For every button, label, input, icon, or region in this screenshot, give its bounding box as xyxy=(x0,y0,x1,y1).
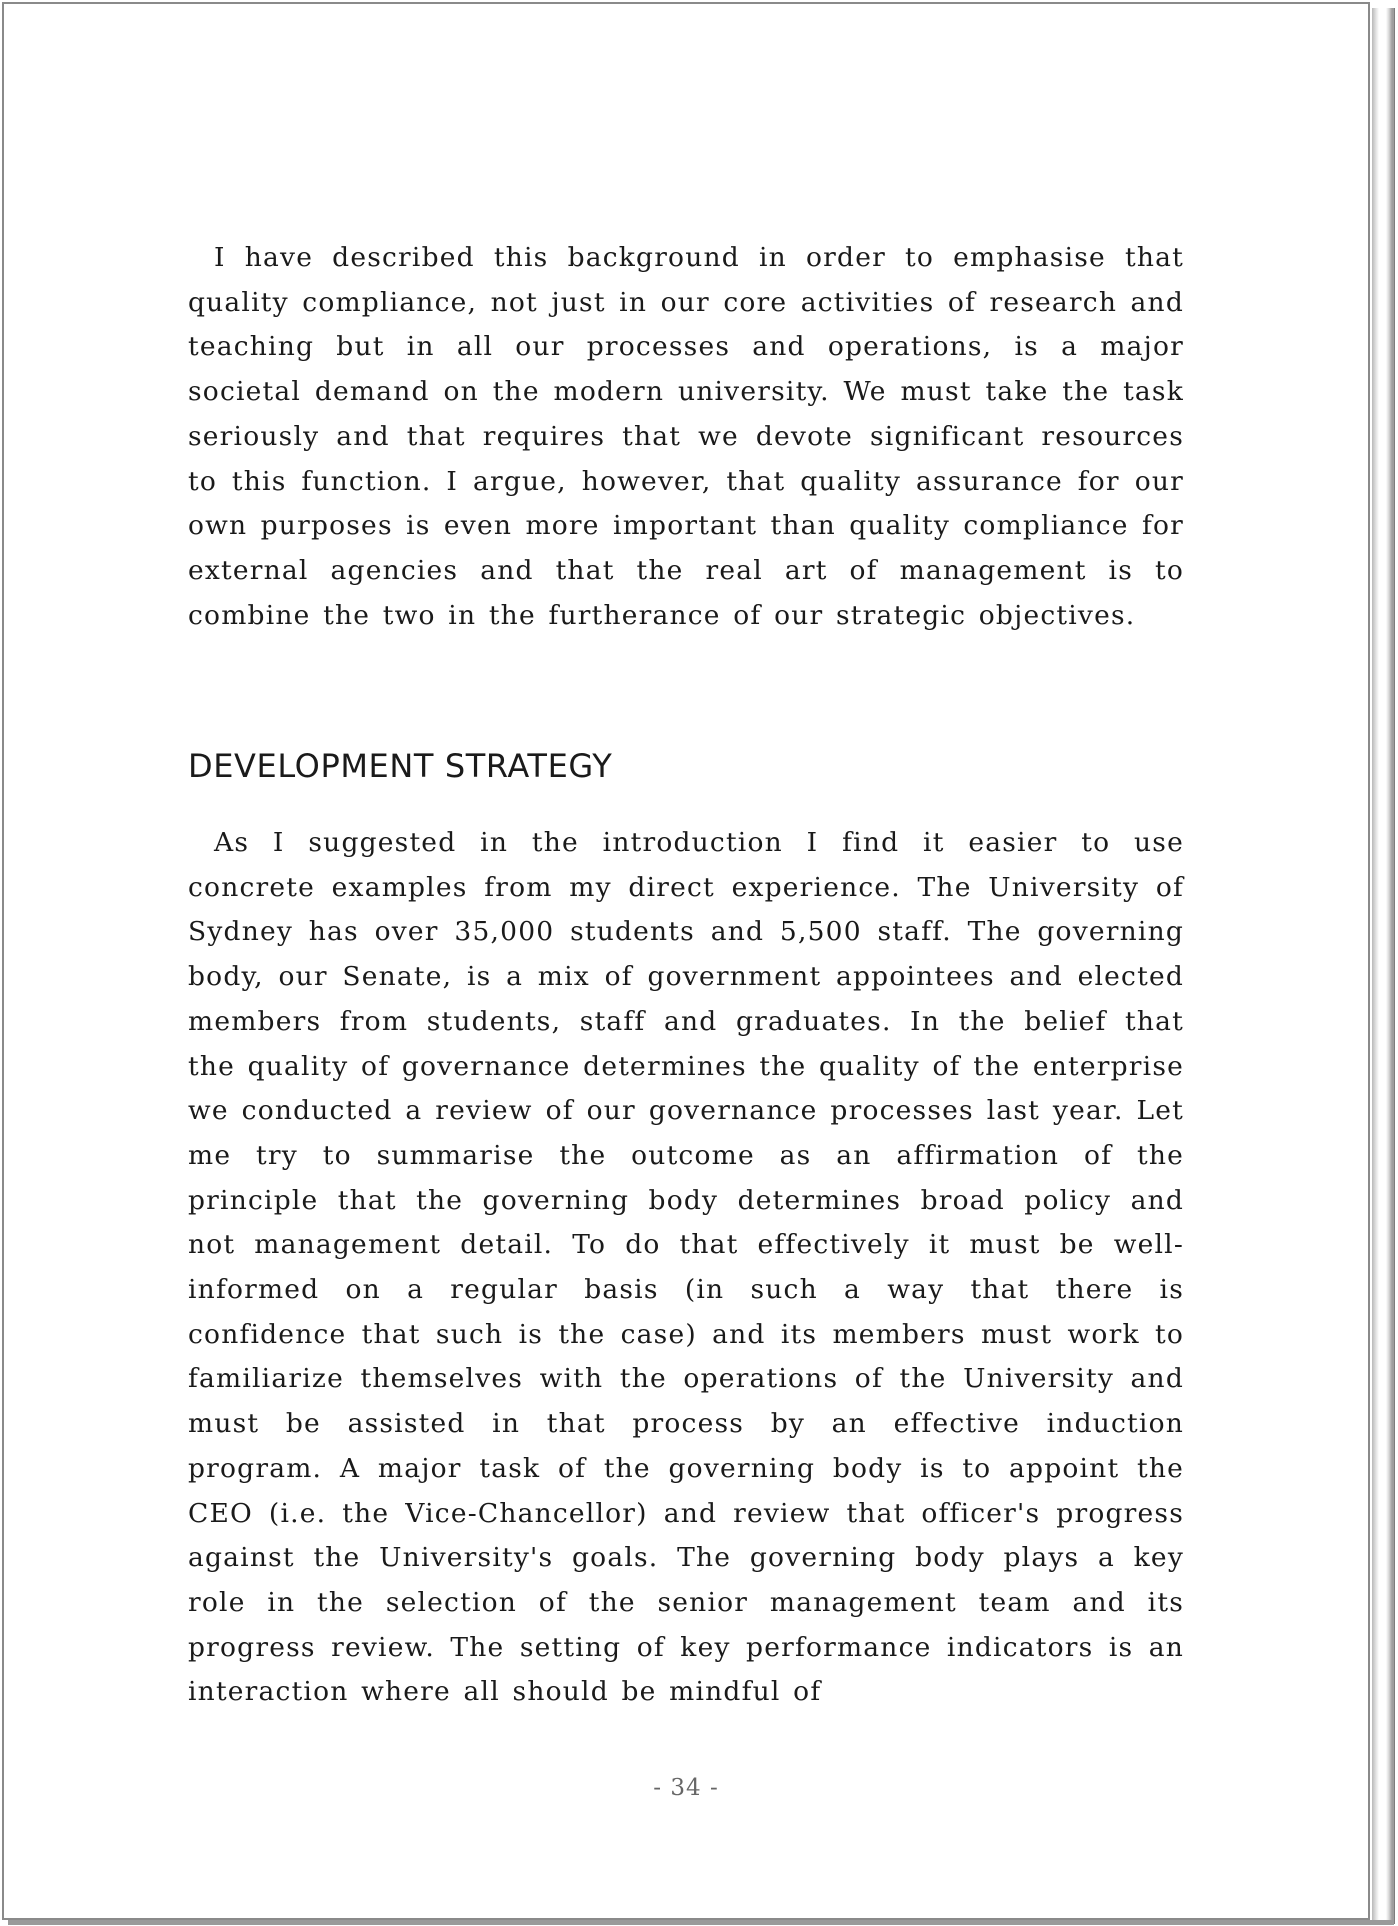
page-bottom-shadow xyxy=(8,1920,1394,1925)
body-text-block-2 xyxy=(188,821,1184,1715)
page-number: - 34 - xyxy=(653,1775,719,1801)
page-edge-shadow xyxy=(1372,8,1395,1924)
paragraph-development-strategy: As I suggested in the introduction I find it easier to use concrete examples from my direct experience. The University of Sydney has over 35,000 students and 5,500 staff. The governing body, our Senate, is a mix of government appointees and elected members from students, staff and graduates. In the belief that the quality of governance determines the quality of the enterprise we conducted a review of our governance processes last year. Let me try to summarise the outcome as an affirmation of the principle that the governing body determines broad policy and not management detail. To do that effectively it must be well-informed on a regular basis (in such a way that there is confidence that such is the case) and its members must work to familiarize themselves with the operations of the University and must be assisted in that process by an effective induction program. A major task of the governing body is to appoint the CEO (i.e. the Vice-Chancellor) and review that officer's progress against the University's goals. The governing body plays a key role in the selection of the senior management team and its progress review. The setting of key performance indicators is an interaction where all should be mindful of xyxy=(188,827,1184,1708)
section-heading: DEVELOPMENT STRATEGY xyxy=(188,747,613,785)
paragraph-quality-compliance: I have described this background in order to emphasise that quality compliance, not just in our core activities of research and teaching but in all our processes and operations, is a major societal demand on the modern university. We must take the task seriously and that requires that we devote significant resources to this function. I argue, however, that quality assurance for our own purposes is even more important than quality compliance for external agencies and that the real art of management is to combine the two in the furtherance of our strategic objectives. xyxy=(188,242,1184,631)
